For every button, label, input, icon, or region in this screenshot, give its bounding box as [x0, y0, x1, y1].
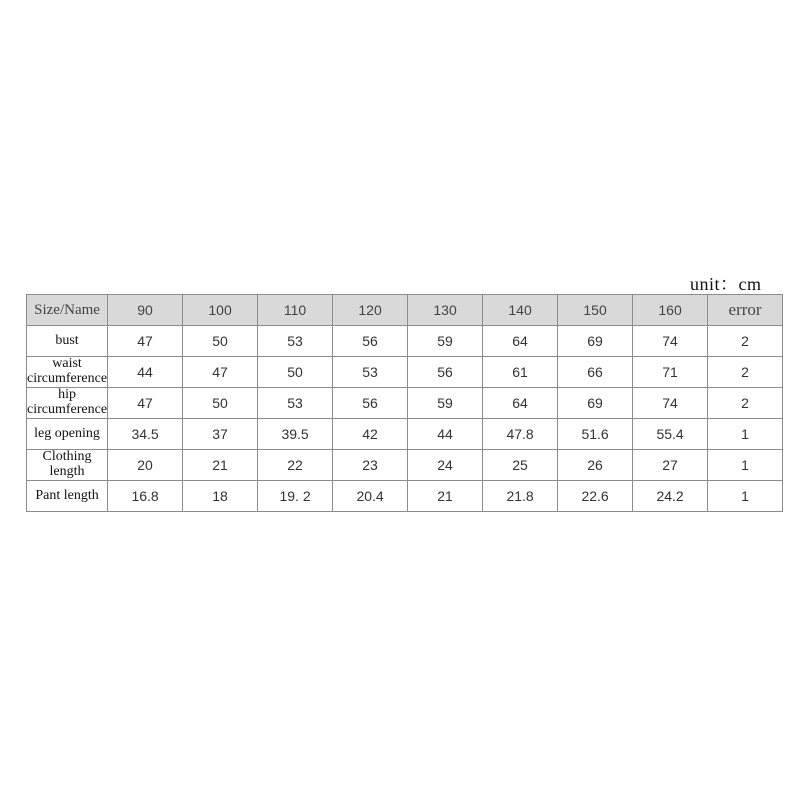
table-cell: 53 — [333, 357, 408, 388]
table-header-row — [27, 295, 783, 326]
table-cell: 21 — [183, 450, 258, 481]
table-cell: 19. 2 — [258, 481, 333, 512]
row-label: Clothing length — [27, 450, 108, 481]
table-cell: 21 — [408, 481, 483, 512]
row-label: leg opening — [27, 419, 108, 450]
table-cell: 44 — [408, 419, 483, 450]
table-cell: 69 — [558, 388, 633, 419]
table-cell: 27 — [633, 450, 708, 481]
table-cell: 59 — [408, 326, 483, 357]
table-cell: 56 — [333, 326, 408, 357]
table-cell: 69 — [558, 326, 633, 357]
header-size: 140 — [483, 295, 558, 326]
table-cell: 20.4 — [333, 481, 408, 512]
header-error: error — [708, 295, 783, 326]
table-cell: 47 — [108, 326, 183, 357]
error-cell: 1 — [708, 419, 783, 450]
table-cell: 71 — [633, 357, 708, 388]
table-cell: 20 — [108, 450, 183, 481]
error-cell: 1 — [708, 450, 783, 481]
table-cell: 44 — [108, 357, 183, 388]
table-cell: 61 — [483, 357, 558, 388]
row-label: hip circumference — [27, 387, 108, 417]
table-cell: 64 — [483, 388, 558, 419]
table-cell: 26 — [558, 450, 633, 481]
size-table — [26, 294, 783, 512]
table-row — [27, 388, 783, 419]
table-cell: 53 — [258, 326, 333, 357]
error-cell: 2 — [708, 357, 783, 388]
table-cell: 47 — [183, 357, 258, 388]
table-cell: 18 — [183, 481, 258, 512]
header-size: 90 — [108, 295, 183, 326]
table-cell: 22.6 — [558, 481, 633, 512]
header-size-name: Size/Name — [27, 295, 108, 326]
table-cell: 42 — [333, 419, 408, 450]
header-size: 150 — [558, 295, 633, 326]
table-row — [27, 357, 783, 388]
row-label: bust — [27, 326, 108, 357]
table-cell: 74 — [633, 388, 708, 419]
table-cell: 34.5 — [108, 419, 183, 450]
table-row — [27, 481, 783, 512]
row-label: waist circumference — [27, 356, 108, 386]
table-cell: 56 — [333, 388, 408, 419]
table-row — [27, 450, 783, 481]
header-size: 160 — [633, 295, 708, 326]
table-cell: 64 — [483, 326, 558, 357]
table-cell: 50 — [258, 357, 333, 388]
table-cell: 50 — [183, 326, 258, 357]
error-cell: 2 — [708, 388, 783, 419]
table-cell: 47.8 — [483, 419, 558, 450]
header-size: 100 — [183, 295, 258, 326]
table-cell: 66 — [558, 357, 633, 388]
table-cell: 39.5 — [258, 419, 333, 450]
table-cell: 50 — [183, 388, 258, 419]
table-cell: 24.2 — [633, 481, 708, 512]
table-cell: 23 — [333, 450, 408, 481]
row-label: Pant length — [27, 481, 108, 512]
table-row — [27, 419, 783, 450]
header-size: 120 — [333, 295, 408, 326]
table-cell: 59 — [408, 388, 483, 419]
table-cell: 74 — [633, 326, 708, 357]
unit-label: unit：cm — [690, 274, 762, 294]
error-cell: 1 — [708, 481, 783, 512]
table-cell: 24 — [408, 450, 483, 481]
table-cell: 25 — [483, 450, 558, 481]
header-size: 130 — [408, 295, 483, 326]
table-cell: 21.8 — [483, 481, 558, 512]
table-cell: 55.4 — [633, 419, 708, 450]
table-cell: 22 — [258, 450, 333, 481]
table-cell: 16.8 — [108, 481, 183, 512]
table-row — [27, 326, 783, 357]
table-cell: 51.6 — [558, 419, 633, 450]
table-cell: 37 — [183, 419, 258, 450]
table-cell: 47 — [108, 388, 183, 419]
header-size: 110 — [258, 295, 333, 326]
table-cell: 53 — [258, 388, 333, 419]
error-cell: 2 — [708, 326, 783, 357]
table-cell: 56 — [408, 357, 483, 388]
